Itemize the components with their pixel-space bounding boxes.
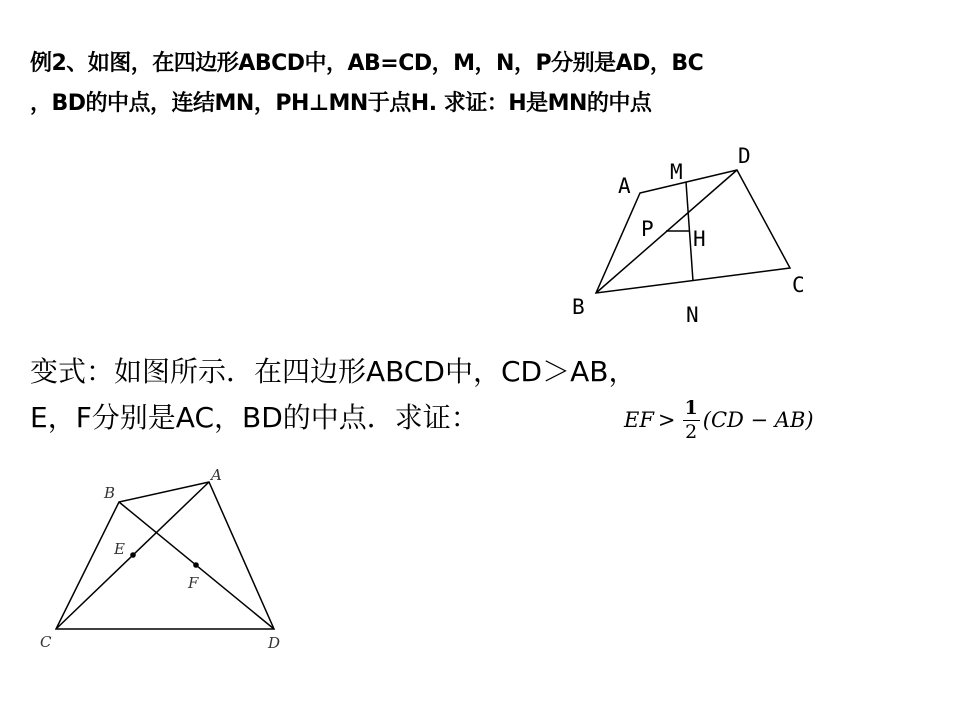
label-m: M <box>670 160 683 184</box>
label-p: P <box>641 217 654 241</box>
label-c: C <box>792 273 805 297</box>
label-f: F <box>188 574 199 592</box>
formula-greater-than: > <box>657 408 676 432</box>
example-statement-line-2: ，BD的中点，连结MN，PH⊥MN于点H. 求证：H是MN的中点 <box>30 91 652 116</box>
label-d: D <box>738 144 751 168</box>
label-d: D <box>268 634 281 652</box>
variant-statement-line-1: 变式：如图所示．在四边形ABCD中，CD＞AB， <box>30 355 637 388</box>
label-c: C <box>40 633 52 651</box>
fraction-numerator: 1 <box>684 396 698 419</box>
example-statement-line-1: 例2、如图，在四边形ABCD中，AB=CD，M，N，P分别是AD，BC <box>30 51 704 76</box>
quad-abdc-outline <box>56 482 274 629</box>
formula-ef: EF <box>624 408 654 432</box>
point-f <box>193 562 199 568</box>
label-a: A <box>618 174 631 198</box>
label-n: N <box>686 303 699 327</box>
label-b: B <box>104 484 116 502</box>
fraction-denominator: 2 <box>685 420 698 443</box>
label-e: E <box>114 540 125 558</box>
variant-statement-line-2: E，F分别是AC，BD的中点．求证： <box>30 401 479 434</box>
label-a: A <box>211 466 222 484</box>
formula-difference: (CD − AB) <box>702 408 814 432</box>
point-e <box>130 552 136 558</box>
label-h: H <box>693 227 706 251</box>
label-b: B <box>572 295 585 319</box>
